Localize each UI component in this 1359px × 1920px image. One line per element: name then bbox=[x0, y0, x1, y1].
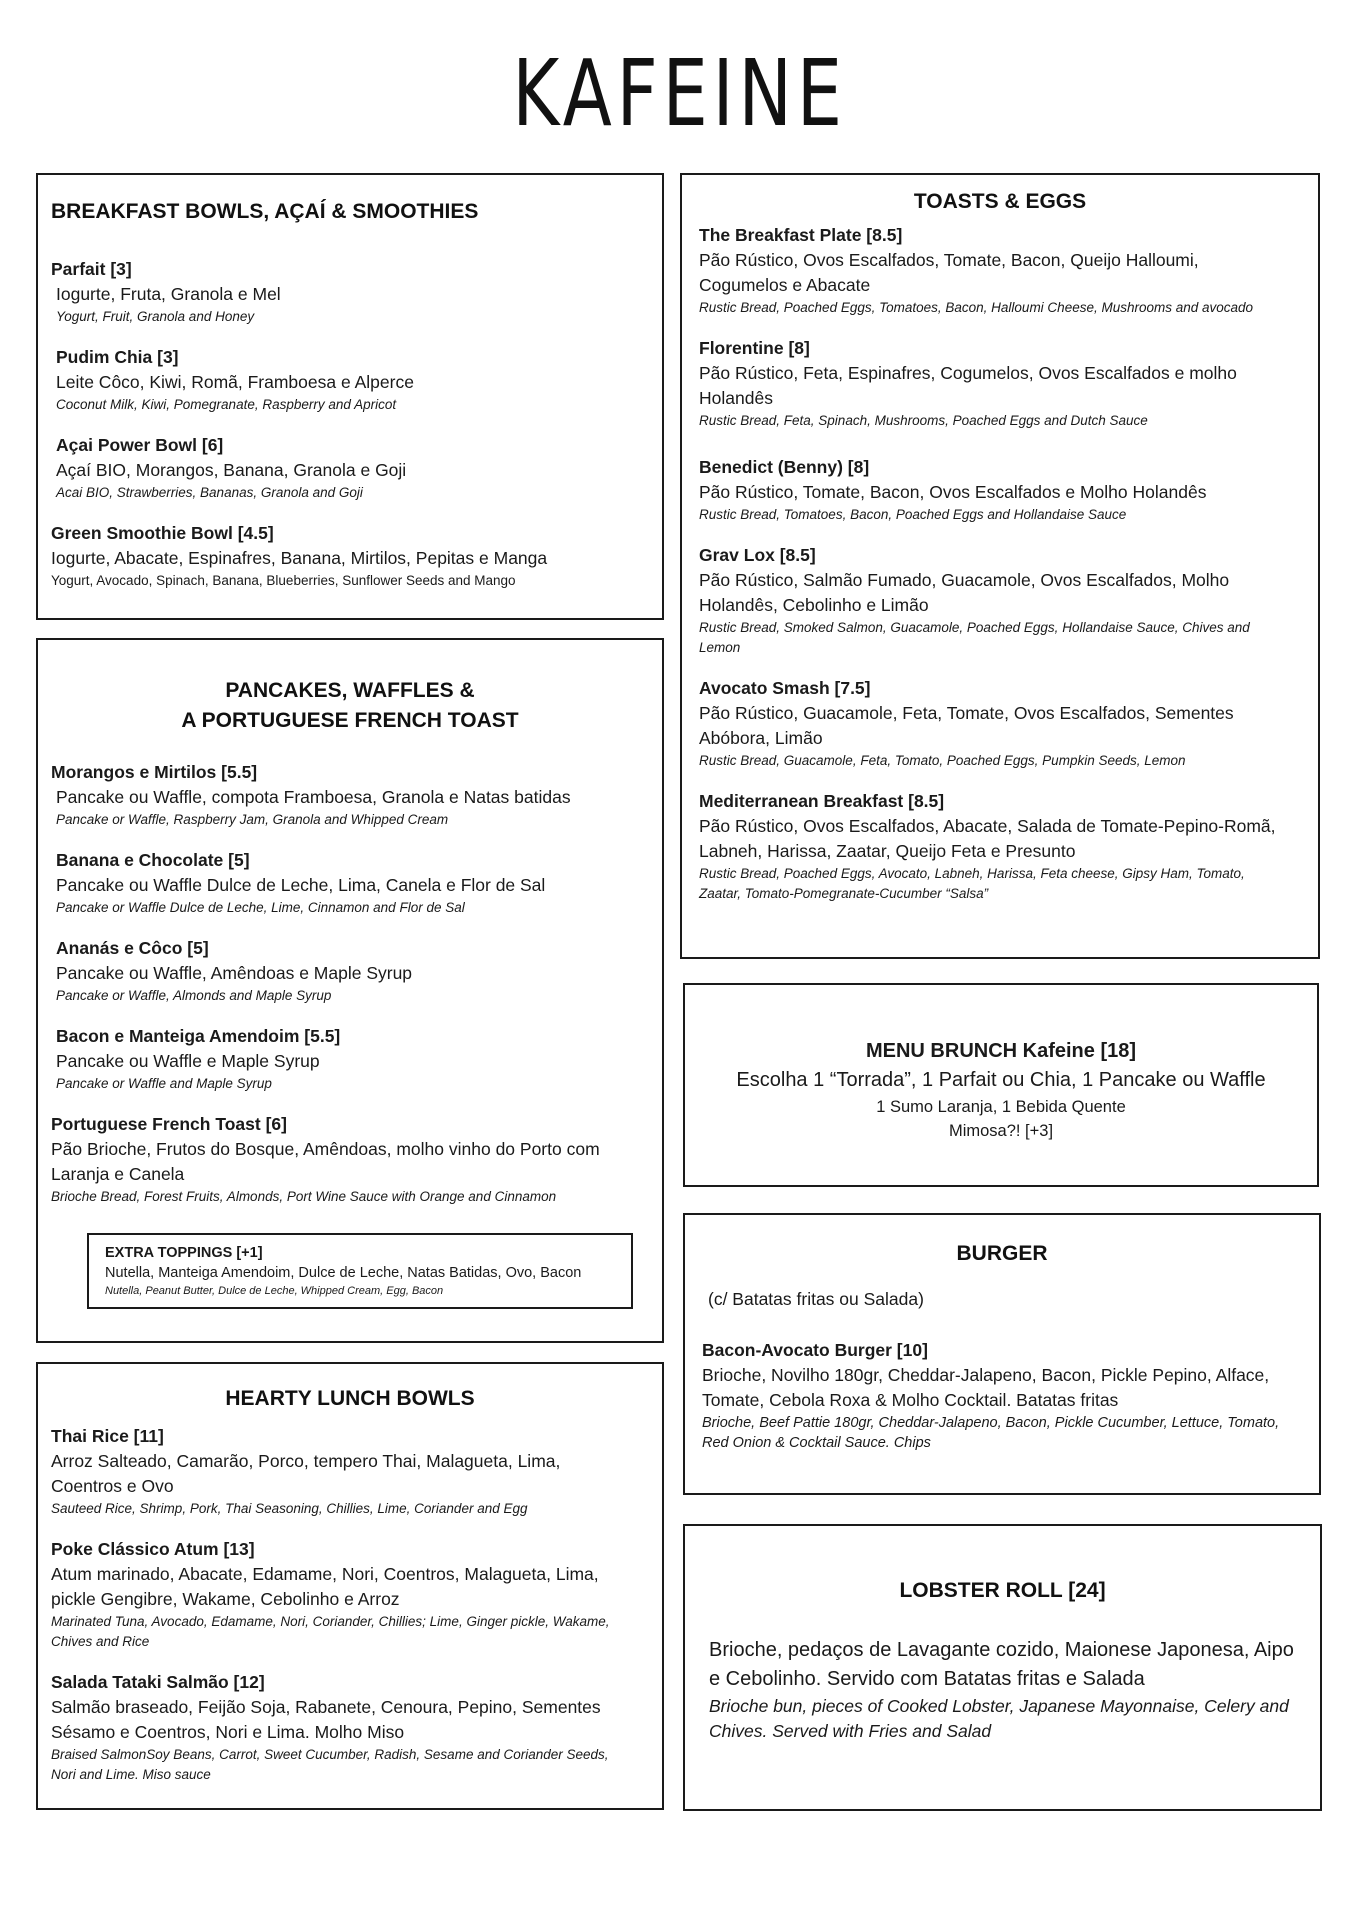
item-description: Iogurte, Fruta, Granola e Mel bbox=[56, 284, 281, 304]
brunch-line-2: 1 Sumo Laranja, 1 Bebida Quente bbox=[876, 1098, 1126, 1116]
item-translation: Sauteed Rice, Shrimp, Pork, Thai Seasoning, Chillies, Lime, Coriander and Egg bbox=[51, 1501, 528, 1516]
item-translation: Pancake or Waffle, Almonds and Maple Syrup bbox=[56, 988, 332, 1003]
item-name: Bacon-Avocato Burger [10] bbox=[702, 1340, 928, 1360]
brunch-line-1: Escolha 1 “Torrada”, 1 Parfait ou Chia, 1 Pancake ou Waffle bbox=[736, 1069, 1266, 1091]
menu-item bbox=[51, 760, 649, 830]
item-name: Ananás e Côco [5] bbox=[56, 938, 209, 958]
item-description: Pão Rústico, Guacamole, Feta, Tomate, Ovos Escalfados, Sementes Abóbora, Limão bbox=[699, 703, 1234, 748]
item-description: Açaí BIO, Morangos, Banana, Granola e Goji bbox=[56, 460, 407, 480]
item-name: Salada Tataki Salmão [12] bbox=[51, 1672, 265, 1692]
menu-item bbox=[51, 1424, 649, 1519]
item-name: Banana e Chocolate [5] bbox=[56, 850, 250, 870]
item-translation: Brioche Bread, Forest Fruits, Almonds, Port Wine Sauce with Orange and Cinnamon bbox=[51, 1189, 557, 1204]
item-translation: Rustic Bread, Tomatoes, Bacon, Poached Eggs and Hollandaise Sauce bbox=[699, 507, 1127, 522]
menu-item bbox=[699, 223, 1301, 318]
menu-item bbox=[51, 848, 649, 918]
burger-note: (c/ Batatas fritas ou Salada) bbox=[708, 1289, 924, 1309]
section-title: BURGER bbox=[956, 1242, 1048, 1265]
item-translation: Rustic Bread, Poached Eggs, Tomatoes, Bacon, Halloumi Cheese, Mushrooms and avocado bbox=[699, 300, 1254, 315]
item-name: Benedict (Benny) [8] bbox=[699, 457, 870, 477]
menu-item bbox=[699, 543, 1301, 658]
item-translation: Pancake or Waffle, Raspberry Jam, Granola and Whipped Cream bbox=[56, 812, 449, 827]
item-description: Pancake ou Waffle, compota Framboesa, Granola e Natas batidas bbox=[56, 787, 571, 807]
item-description: Pancake ou Waffle Dulce de Leche, Lima, Canela e Flor de Sal bbox=[56, 875, 546, 895]
item-description: Iogurte, Abacate, Espinafres, Banana, Mirtilos, Pepitas e Manga bbox=[51, 548, 548, 568]
item-description: Pancake ou Waffle, Amêndoas e Maple Syrup bbox=[56, 963, 413, 983]
breakfast-bowls-section bbox=[36, 173, 664, 620]
section-title: TOASTS & EGGS bbox=[913, 190, 1087, 213]
lunch-bowls-section bbox=[36, 1362, 664, 1810]
item-description: Atum marinado, Abacate, Edamame, Nori, Coentros, Malagueta, Lima, pickle Gengibre, Wakame, Cebolinho e Arroz bbox=[51, 1564, 599, 1609]
menu-brunch-section bbox=[683, 983, 1319, 1187]
item-translation: Yogurt, Avocado, Spinach, Banana, Blueberries, Sunflower Seeds and Mango bbox=[51, 573, 516, 588]
item-translation: Rustic Bread, Poached Eggs, Avocato, Labneh, Harissa, Feta cheese, Gipsy Ham, Tomato, Zaatar, Tomato-Pomegranate-Cucumber “Salsa” bbox=[699, 866, 1245, 901]
item-description: Arroz Salteado, Camarão, Porco, tempero Thai, Malagueta, Lima, Coentros e Ovo bbox=[51, 1451, 561, 1496]
menu-item bbox=[51, 433, 649, 503]
section-title: A PORTUGUESE FRENCH TOAST bbox=[181, 709, 519, 732]
menu-item bbox=[51, 1112, 649, 1207]
item-name: The Breakfast Plate [8.5] bbox=[699, 225, 903, 245]
item-description: Pão Brioche, Frutos do Bosque, Amêndoas, molho vinho do Porto com Laranja e Canela bbox=[51, 1139, 600, 1184]
menu-item bbox=[702, 1338, 1302, 1453]
lobster-description: Brioche, pedaços de Lavagante cozido, Maionese Japonesa, Aipo e Cebolinho. Servido com Batatas fritas e Salada bbox=[709, 1639, 1294, 1690]
item-translation: Rustic Bread, Guacamole, Feta, Tomato, Poached Eggs, Pumpkin Seeds, Lemon bbox=[699, 753, 1186, 768]
extra-toppings-translation: Nutella, Peanut Butter, Dulce de Leche, Whipped Cream, Egg, Bacon bbox=[105, 1285, 444, 1297]
item-translation: Pancake or Waffle Dulce de Leche, Lime, Cinnamon and Flor de Sal bbox=[56, 900, 465, 915]
lobster-roll-section bbox=[683, 1524, 1322, 1811]
kafeine-logo: KAFEINE bbox=[512, 40, 847, 147]
menu-item bbox=[51, 257, 649, 327]
item-name: Parfait [3] bbox=[51, 259, 132, 279]
section-title: BREAKFAST BOWLS, AÇAÍ & SMOOTHIES bbox=[51, 200, 479, 223]
menu-item bbox=[51, 521, 649, 591]
item-description: Leite Côco, Kiwi, Romã, Framboesa e Alperce bbox=[56, 372, 414, 392]
extra-toppings-title: EXTRA TOPPINGS [+1] bbox=[105, 1245, 263, 1261]
item-name: Bacon e Manteiga Amendoim [5.5] bbox=[56, 1026, 341, 1046]
item-translation: Braised SalmonSoy Beans, Carrot, Sweet Cucumber, Radish, Sesame and Coriander Seeds, Nori and Lime. Miso sauce bbox=[51, 1747, 609, 1782]
pancakes-waffles-section bbox=[36, 638, 664, 1343]
menu-item bbox=[51, 345, 649, 415]
item-name: Thai Rice [11] bbox=[51, 1426, 164, 1446]
item-name: Grav Lox [8.5] bbox=[699, 545, 816, 565]
item-description: Salmão braseado, Feijão Soja, Rabanete, Cenoura, Pepino, Sementes Sésamo e Coentros, Nori e Lima. Molho Miso bbox=[51, 1697, 601, 1742]
brunch-line-3: Mimosa?! [+3] bbox=[948, 1122, 1054, 1140]
toasts-eggs-section bbox=[680, 173, 1320, 959]
item-name: Poke Clássico Atum [13] bbox=[51, 1539, 255, 1559]
item-description: Pão Rústico, Feta, Espinafres, Cogumelos, Ovos Escalfados e molho Holandês bbox=[699, 363, 1237, 408]
lobster-translation: Brioche bun, pieces of Cooked Lobster, Japanese Mayonnaise, Celery and Chives. Served with Fries and Salad bbox=[709, 1696, 1289, 1741]
item-name: Avocato Smash [7.5] bbox=[699, 678, 871, 698]
menu-item bbox=[699, 676, 1301, 771]
item-translation: Pancake or Waffle and Maple Syrup bbox=[56, 1076, 272, 1091]
menu-item bbox=[699, 455, 1301, 525]
item-translation: Coconut Milk, Kiwi, Pomegranate, Raspberry and Apricot bbox=[56, 397, 397, 412]
item-translation: Rustic Bread, Feta, Spinach, Mushrooms, Poached Eggs and Dutch Sauce bbox=[699, 413, 1148, 428]
item-translation: Yogurt, Fruit, Granola and Honey bbox=[56, 309, 255, 324]
item-translation: Brioche, Beef Pattie 180gr, Cheddar-Jalapeno, Bacon, Pickle Cucumber, Lettuce, Tomato, Red Onion & Cocktail Sauce. Chips bbox=[702, 1415, 1280, 1451]
extra-toppings-box bbox=[87, 1233, 633, 1309]
item-name: Mediterranean Breakfast [8.5] bbox=[699, 791, 945, 811]
menu-item bbox=[51, 1537, 649, 1652]
menu-item bbox=[699, 789, 1301, 904]
item-name: Florentine [8] bbox=[699, 338, 810, 358]
menu-item bbox=[699, 336, 1301, 431]
menu-item bbox=[51, 1670, 649, 1785]
brunch-title: MENU BRUNCH Kafeine [18] bbox=[865, 1040, 1137, 1062]
item-description: Pão Rústico, Salmão Fumado, Guacamole, Ovos Escalfados, Molho Holandês, Cebolinho e Limão bbox=[699, 570, 1230, 615]
item-translation: Acai BIO, Strawberries, Bananas, Granola and Goji bbox=[56, 485, 363, 500]
section-title: PANCAKES, WAFFLES & bbox=[225, 679, 475, 702]
extra-toppings-description: Nutella, Manteiga Amendoim, Dulce de Leche, Natas Batidas, Ovo, Bacon bbox=[105, 1265, 582, 1281]
item-translation: Marinated Tuna, Avocado, Edamame, Nori, Coriander, Chillies; Lime, Ginger pickle, Wakame, Chives and Rice bbox=[51, 1614, 610, 1649]
item-description: Pão Rústico, Ovos Escalfados, Tomate, Bacon, Queijo Halloumi, Cogumelos e Abacate bbox=[699, 250, 1199, 295]
item-name: Portuguese French Toast [6] bbox=[51, 1114, 287, 1134]
menu-item bbox=[51, 1024, 649, 1094]
item-description: Pão Rústico, Ovos Escalfados, Abacate, Salada de Tomate-Pepino-Romã, Labneh, Harissa, Zaatar, Queijo Feta e Presunto bbox=[699, 816, 1276, 861]
item-name: Morangos e Mirtilos [5.5] bbox=[51, 762, 258, 782]
burger-section bbox=[683, 1213, 1321, 1495]
item-description: Pancake ou Waffle e Maple Syrup bbox=[56, 1051, 320, 1071]
item-description: Brioche, Novilho 180gr, Cheddar-Jalapeno, Bacon, Pickle Pepino, Alface, Tomate, Cebola Roxa & Molho Cocktail. Batatas fritas bbox=[702, 1365, 1270, 1410]
item-description: Pão Rústico, Tomate, Bacon, Ovos Escalfados e Molho Holandês bbox=[699, 482, 1207, 502]
item-name: Açai Power Bowl [6] bbox=[56, 435, 224, 455]
menu-item bbox=[51, 936, 649, 1006]
item-name: Green Smoothie Bowl [4.5] bbox=[51, 523, 274, 543]
section-title: HEARTY LUNCH BOWLS bbox=[225, 1387, 475, 1410]
item-name: Pudim Chia [3] bbox=[56, 347, 179, 367]
section-title: LOBSTER ROLL [24] bbox=[899, 1579, 1106, 1602]
item-translation: Rustic Bread, Smoked Salmon, Guacamole, Poached Eggs, Hollandaise Sauce, Chives and Lemon bbox=[699, 620, 1250, 655]
